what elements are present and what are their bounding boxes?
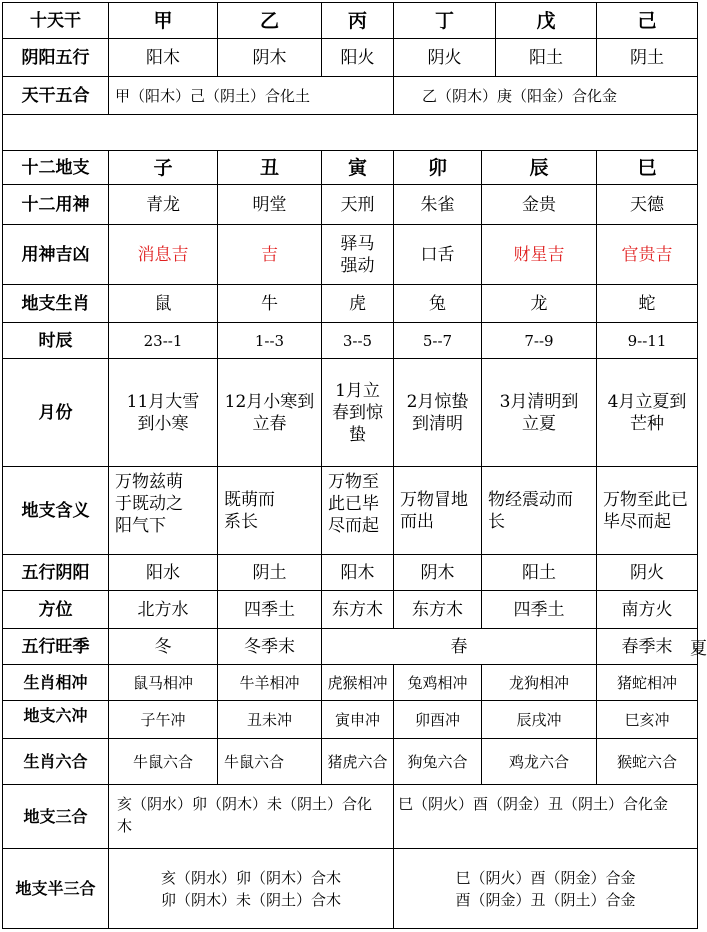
six-comb-label: 生肖六合: [3, 739, 109, 785]
direction-cell: 南方火: [597, 591, 698, 629]
hour-cell: 9--11: [597, 323, 698, 359]
branch-cell: 卯: [394, 151, 482, 185]
branch-cell: 巳: [597, 151, 698, 185]
six-clash-cell: 子午冲: [109, 701, 218, 739]
clash-cell: 牛羊相冲: [218, 665, 322, 701]
yinyang-label: 阴阳五行: [3, 39, 109, 77]
element-cell: 阴土: [218, 555, 322, 591]
branches-header: 十二地支: [3, 151, 109, 185]
month-cell: 2月惊蛰到清明: [394, 359, 482, 467]
six-comb-cell: 狗兔六合: [394, 739, 482, 785]
half-tri-line: 巳（阴火）酉（阴金）合金: [455, 868, 636, 887]
six-clash-cell: 丑未冲: [218, 701, 322, 739]
god-cell: 金贵: [482, 185, 597, 225]
season-cell: 冬: [109, 629, 218, 665]
half-tri-line: 卯（阴木）未（阴土）合木: [160, 890, 341, 909]
god-cell: 天刑: [322, 185, 394, 225]
six-clash-cell: 卯酉冲: [394, 701, 482, 739]
season-cell: 春季末: [597, 629, 698, 665]
yinyang-cell: 阴土: [597, 39, 698, 77]
six-clash-cell: 辰戌冲: [482, 701, 597, 739]
month-cell: 11月大雪到小寒: [109, 359, 218, 467]
luck-cell: 吉: [218, 225, 322, 285]
month-label: 月份: [3, 359, 109, 467]
meaning-cell: 既萌而系长: [218, 467, 322, 555]
yinyang-cell: 阳土: [496, 39, 597, 77]
yinyang-cell: 阳火: [322, 39, 394, 77]
season-cell: 春: [322, 629, 597, 665]
luck-cell: 消息吉: [109, 225, 218, 285]
stems-table: [2, 2, 698, 151]
spacer-row: [3, 115, 698, 151]
yinyang-cell: 阴火: [394, 39, 496, 77]
luck-label: 用神吉凶: [3, 225, 109, 285]
clash-cell: 兔鸡相冲: [394, 665, 482, 701]
god-cell: 朱雀: [394, 185, 482, 225]
branches-table: [2, 150, 698, 929]
tri-label: 地支三合: [3, 785, 109, 849]
clash-cell: 鼠马相冲: [109, 665, 218, 701]
six-comb-cell: 猴蛇六合: [597, 739, 698, 785]
branch-cell: 丑: [218, 151, 322, 185]
element-cell: 阳水: [109, 555, 218, 591]
meaning-cell: 万物冒地而出: [394, 467, 482, 555]
luck-cell: 驿马强动: [322, 225, 394, 285]
direction-cell: 四季土: [218, 591, 322, 629]
clash-cell: 猪蛇相冲: [597, 665, 698, 701]
six-comb-cell: 牛鼠六合: [109, 739, 218, 785]
stem-cell: 己: [597, 3, 698, 39]
meaning-cell: 物经震动而长: [482, 467, 597, 555]
half-tri-line: 亥（阴水）卯（阴木）合木: [160, 868, 341, 887]
god-cell: 天德: [597, 185, 698, 225]
luck-cell: 口舌: [394, 225, 482, 285]
yinyang-cell: 阳木: [109, 39, 218, 77]
clash-label: 生肖相冲: [3, 665, 109, 701]
element-cell: 阳木: [322, 555, 394, 591]
meaning-cell: 万物至此已毕尽而起: [597, 467, 698, 555]
tri-cell: 亥（阴水）卯（阴木）未（阴土）合化木: [109, 785, 394, 849]
month-cell: 1月立春到惊蛰: [322, 359, 394, 467]
meaning-cell: 万物至此已毕尽而起: [322, 467, 394, 555]
stem-cell: 丁: [394, 3, 496, 39]
stem-cell: 戊: [496, 3, 597, 39]
six-comb-cell: 鸡龙六合: [482, 739, 597, 785]
half-tri-line: 酉（阴金）丑（阴土）合金: [455, 890, 636, 909]
element-cell: 阳土: [482, 555, 597, 591]
stem-cell: 甲: [109, 3, 218, 39]
hour-cell: 7--9: [482, 323, 597, 359]
month-cell: 12月小寒到立春: [218, 359, 322, 467]
five-comb-cell: 乙（阴木）庚（阳金）合化金: [394, 77, 698, 115]
element-label: 五行阴阳: [3, 555, 109, 591]
season-cell: 冬季末: [218, 629, 322, 665]
direction-cell: 四季土: [482, 591, 597, 629]
branch-cell: 子: [109, 151, 218, 185]
element-cell: 阴木: [394, 555, 482, 591]
zodiac-cell: 兔: [394, 285, 482, 323]
direction-label: 方位: [3, 591, 109, 629]
zodiac-cell: 龙: [482, 285, 597, 323]
six-clash-label: 地支六冲: [3, 701, 109, 739]
hour-cell: 23--1: [109, 323, 218, 359]
gods-label: 十二用神: [3, 185, 109, 225]
yinyang-cell: 阴木: [218, 39, 322, 77]
zodiac-cell: 牛: [218, 285, 322, 323]
clash-cell: 虎猴相冲: [322, 665, 394, 701]
stems-header: 十天干: [3, 3, 109, 39]
five-comb-label: 天干五合: [3, 77, 109, 115]
half-tri-cell-right: [394, 849, 698, 929]
stem-cell: 丙: [322, 3, 394, 39]
hour-cell: 3--5: [322, 323, 394, 359]
clash-cell: 龙狗相冲: [482, 665, 597, 701]
god-cell: 青龙: [109, 185, 218, 225]
stem-cell: 乙: [218, 3, 322, 39]
branch-cell: 寅: [322, 151, 394, 185]
element-cell: 阴火: [597, 555, 698, 591]
six-clash-cell: 巳亥冲: [597, 701, 698, 739]
god-cell: 明堂: [218, 185, 322, 225]
meaning-label: 地支含义: [3, 467, 109, 555]
zodiac-cell: 鼠: [109, 285, 218, 323]
tri-cell: 巳（阴火）酉（阴金）丑（阴土）合化金: [394, 785, 698, 849]
meaning-cell: 万物兹萌于既动之阳气下: [109, 467, 218, 555]
hour-cell: 5--7: [394, 323, 482, 359]
hours-label: 时辰: [3, 323, 109, 359]
six-clash-cell: 寅申冲: [322, 701, 394, 739]
month-cell: 3月清明到立夏: [482, 359, 597, 467]
five-comb-cell: 甲（阳木）己（阴土）合化土: [109, 77, 394, 115]
season-spill: 夏: [690, 639, 707, 659]
zodiac-cell: 虎: [322, 285, 394, 323]
luck-cell: 财星吉: [482, 225, 597, 285]
month-cell: 4月立夏到芒种: [597, 359, 698, 467]
zodiac-cell: 蛇: [597, 285, 698, 323]
direction-cell: 北方水: [109, 591, 218, 629]
direction-cell: 东方木: [394, 591, 482, 629]
direction-cell: 东方木: [322, 591, 394, 629]
six-comb-cell: 牛鼠六合: [218, 739, 322, 785]
six-comb-cell: 猪虎六合: [322, 739, 394, 785]
hour-cell: 1--3: [218, 323, 322, 359]
zodiac-label: 地支生肖: [3, 285, 109, 323]
half-tri-cell-left: [109, 849, 394, 929]
branch-cell: 辰: [482, 151, 597, 185]
half-tri-label: 地支半三合: [3, 849, 109, 929]
luck-cell: 官贵吉: [597, 225, 698, 285]
season-label: 五行旺季: [3, 629, 109, 665]
